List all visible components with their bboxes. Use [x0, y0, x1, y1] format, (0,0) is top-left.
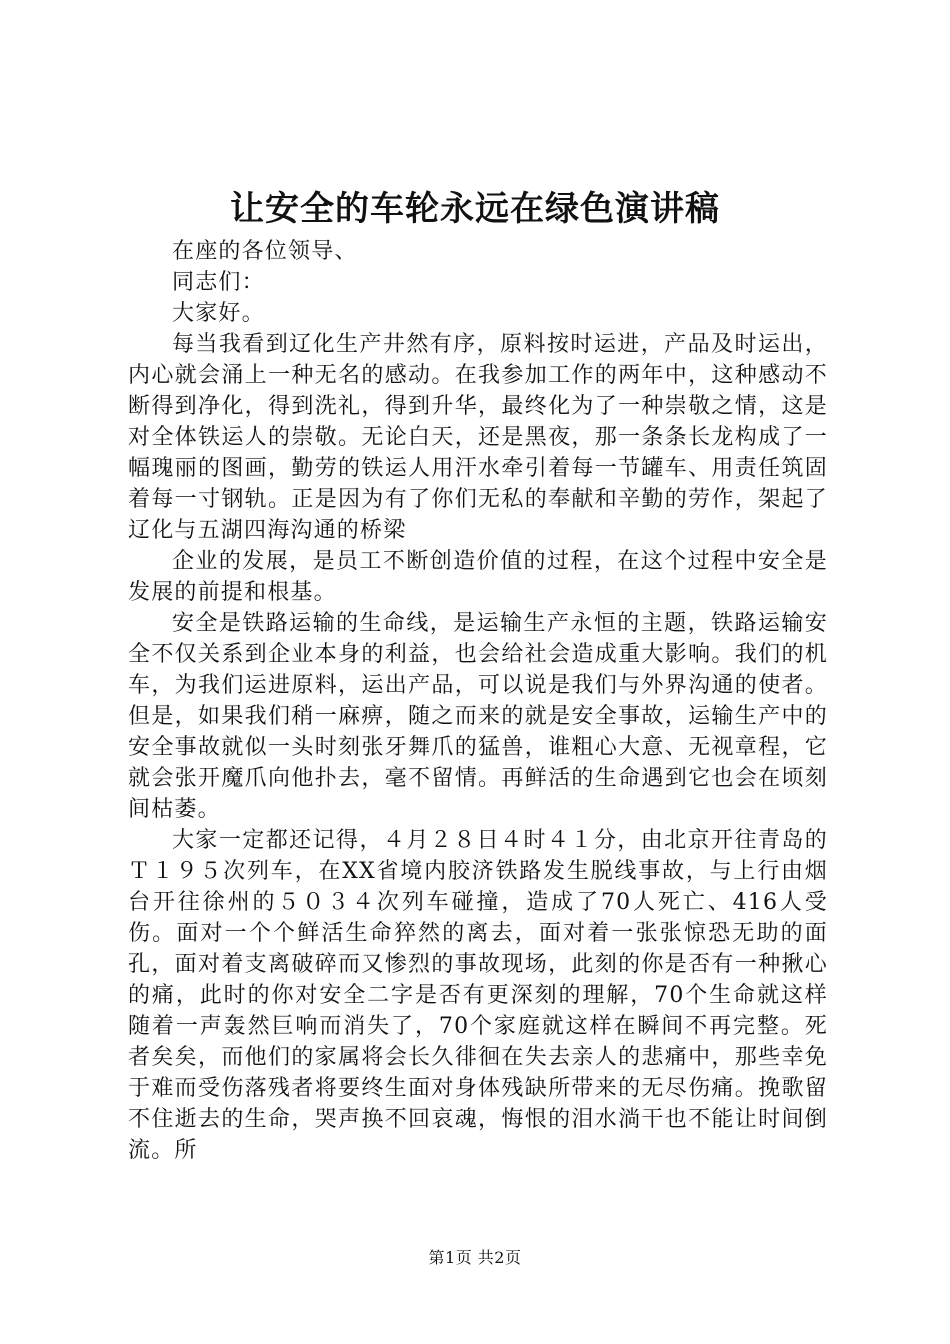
- greeting: 大家好。: [172, 301, 265, 326]
- paragraph: 安全是铁路运输的生命线，是运输生产永恒的主题，铁路运输安全不仅关系到企业本身的利益，也会给社会造成重大影响。我们的机车，为我们运进原料，运出产品，可以说是我们与外界沟通的使者。但是，如果我们稍一麻痹，随之而来的就是安全事故，运输生产中的安全事故就似一头时刻张牙舞爪的猛兽，谁粗心大意、无视章程，它就会张开魔爪向他扑去，毫不留情。再鲜活的生命遇到它也会在顷刻间枯萎。: [128, 611, 828, 822]
- document-body: [128, 236, 828, 1166]
- paragraph: 大家一定都还记得，４月２８日４时４１分，由北京开往青岛的Ｔ１９５次列车，在XX省境内胶济铁路发生脱线事故，与上行由烟台开往徐州的５０３４次列车碰撞，造成了70人死亡、416人受伤。面对一个个鲜活生命猝然的离去，面对着一张张惊恐无助的面孔，面对着支离破碎而又惨烈的事故现场，此刻的你是否有一种揪心的痛，此时的你对安全二字是否有更深刻的理解，70个生命就这样随着一声轰然巨响而消失了，70个家庭就这样在瞬间不再完整。死者矣矣，而他们的家属将会长久徘徊在失去亲人的悲痛中，那些幸免于难而受伤落残者将要终生面对身体残缺所带来的无尽伤痛。挽歌留不住逝去的生命，哭声换不回哀魂，悔恨的泪水淌干也不能让时间倒流。所: [128, 828, 828, 1163]
- page-footer: 第1页 共2页: [428, 1248, 522, 1267]
- document-title: 让安全的车轮永远在绿色演讲稿: [230, 189, 720, 229]
- paragraph: 企业的发展，是员工不断创造价值的过程，在这个过程中安全是发展的前提和根基。: [128, 549, 828, 605]
- salutation-comrades: 同志们：: [172, 270, 265, 295]
- salutation-leaders: 在座的各位领导、: [172, 239, 358, 264]
- paragraph: 每当我看到辽化生产井然有序，原料按时运进，产品及时运出，内心就会涌上一种无名的感动。在我参加工作的两年中，这种感动不断得到净化，得到洗礼，得到升华，最终化为了一种崇敬之情，这是对全体铁运人的崇敬。无论白天，还是黑夜，那一条条长龙构成了一幅瑰丽的图画，勤劳的铁运人用汗水牵引着每一节罐车、用责任筑固着每一寸钢轨。正是因为有了你们无私的奉献和辛勤的劳作，架起了辽化与五湖四海沟通的桥梁: [128, 332, 828, 543]
